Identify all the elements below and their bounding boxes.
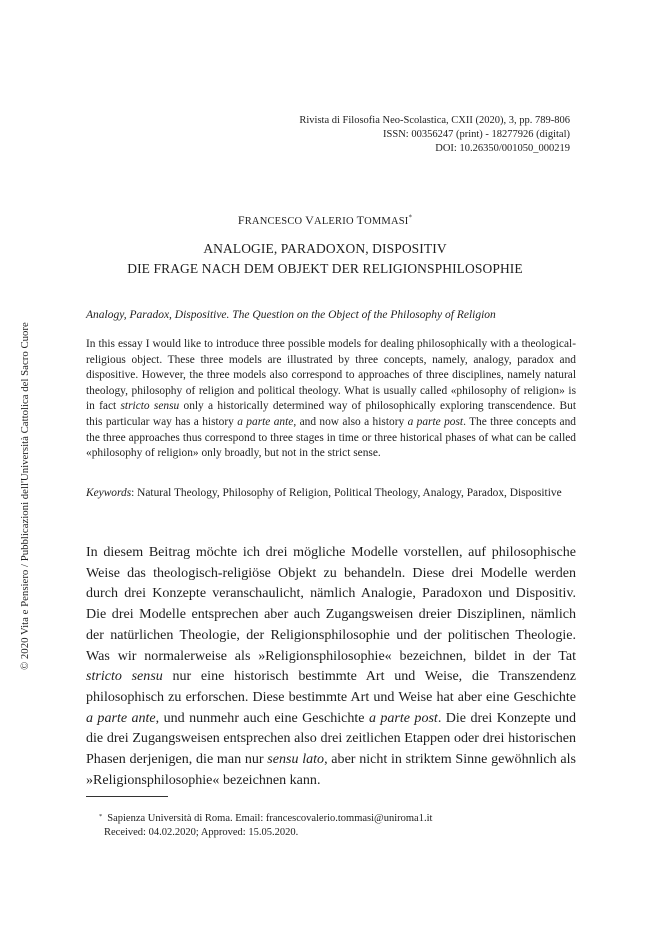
abstract-italic: stricto sensu <box>120 400 180 413</box>
keywords-list: : Natural Theology, Philosophy of Religion, Political Theology, Analogy, Paradox, Dispositive <box>131 487 562 499</box>
body-text: . Die drei Konzepte und die drei Zugangsweisen entsprechen also drei zeitlichen Etappen oder drei historischen Phasen derjenigen, die man nur <box>86 709 576 768</box>
body-italic: a parte post <box>368 709 438 726</box>
author-footnote-marker: * <box>408 213 413 222</box>
keywords <box>86 486 576 502</box>
journal-citation: Rivista di Filosofia Neo-Scolastica, CXII (2020), 3, pp. 789-806 <box>299 115 570 126</box>
body-paragraph <box>86 542 576 790</box>
author-name-part: ALERIO <box>314 216 354 227</box>
abstract-text: , and now also a history <box>293 415 408 428</box>
copyright-text: © 2020 Vita e Pensiero / Pubblicazioni dell'Università Cattolica del Sacro Cuore <box>19 322 31 670</box>
author-initial: V <box>305 213 315 227</box>
body-italic: stricto sensu <box>86 668 163 685</box>
author-name <box>0 213 650 228</box>
author-initial: F <box>237 213 245 227</box>
footnote-divider <box>86 796 168 797</box>
abstract-italic: a parte ante <box>237 415 294 428</box>
journal-header <box>299 114 570 156</box>
abstract-italic: a parte post <box>407 415 464 428</box>
abstract-text: only a historically determined way of philosophically exploring transcendence. But this particular way has a history <box>86 400 577 428</box>
body-text: nur eine historisch bestimmte Art und Weise, die Transzendenz philosophisch zu erforschen. Diese bestimmte Art und Weise hat aber eine Geschichte <box>86 668 576 705</box>
title-line-1: ANALOGIE, PARADOXON, DISPOSITIV <box>203 241 447 256</box>
keywords-label: Keywords <box>86 487 132 499</box>
english-title: Analogy, Paradox, Dispositive. The Question on the Object of the Philosophy of Religion <box>86 309 496 321</box>
footnote-line-1 <box>99 812 433 826</box>
issn-line: ISSN: 00356247 (print) - 18277926 (digital) <box>383 129 570 140</box>
footnote-marker: * <box>99 813 103 820</box>
author-name-part: RANCESCO <box>244 216 303 227</box>
body-italic: a parte ante <box>86 709 156 726</box>
footnote <box>99 812 433 840</box>
article-title <box>0 239 650 279</box>
abstract <box>86 337 576 462</box>
body-text: , aber nicht in striktem Sinne gewöhnlich als »Religionsphilosophie« bezeichnen kann. <box>86 751 577 788</box>
body-text: , und nunmehr auch eine Geschichte <box>155 709 369 726</box>
abstract-text: In this essay I would like to introduce three possible models for dealing philosophically with a theological-religious object. These three models are illustrated by three concepts, namely, analogy, paradox and dispositive. However, the three models also correspond to approaches of three disciplines, namely natural theology, philosophy of religion and political theology. What is usually called «philosophy of religion» is in fact <box>86 338 576 413</box>
title-line-2: DIE FRAGE NACH DEM OBJEKT DER RELIGIONSPHILOSOPHIE <box>127 261 523 276</box>
author-initial: T <box>356 213 365 227</box>
doi-line: DOI: 10.26350/001050_000219 <box>435 143 570 154</box>
footnote-line-2: Received: 04.02.2020; Approved: 15.05.2020. <box>104 827 299 838</box>
author-name-part: OMMASI <box>364 216 409 227</box>
body-italic: sensu lato <box>267 751 325 768</box>
abstract-text: . The three concepts and the three approaches thus correspond to three stages in time or three historical phases of what can be called «philosophy of religion» only broadly, but not in the strict sense. <box>86 415 576 460</box>
body-text: In diesem Beitrag möchte ich drei mögliche Modelle vorstellen, auf philosophische Weise das theologisch-religiöse Objekt zu behandeln. Diese drei Modelle werden durch drei Konzepte veranschaulicht, nämlich Analogie, Paradoxon und Dispositiv. Die drei Modelle entsprechen aber auch Zugangsweisen dreier Disziplinen, nämlich der natürlichen Theologie, der Religionsphilosophie und der politischen Theologie. Was wir normalerweise als »Religionsphilosophie« bezeichnen, bildet in der Tat <box>86 544 576 664</box>
footnote-affiliation: Sapienza Università di Roma. Email: francescovalerio.tommasi@uniroma1.it <box>107 813 433 824</box>
